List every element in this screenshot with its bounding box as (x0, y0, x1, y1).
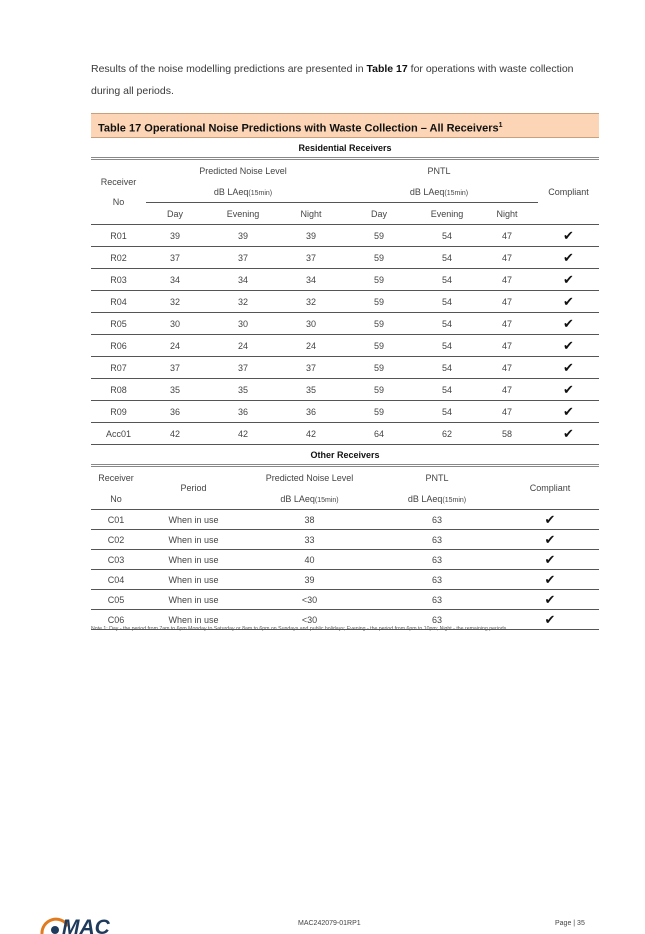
receiver-id: R09 (91, 401, 146, 423)
pntl-evening: 54 (418, 401, 476, 423)
predicted-day: 37 (146, 247, 204, 269)
pntl-night: 47 (476, 379, 538, 401)
noise-table (91, 113, 599, 630)
intro-text-before: Results of the noise modelling predictions are presented in (91, 63, 367, 75)
period: When in use (141, 610, 246, 630)
table-row (91, 550, 599, 570)
table-caption-text: Table 17 Operational Noise Predictions with Waste Collection – All Receivers (98, 122, 499, 135)
pred-day-header: Day (146, 203, 204, 225)
receiver-id: C01 (91, 510, 141, 530)
predicted-day: 42 (146, 423, 204, 445)
compliant-check-icon: ✔ (501, 550, 599, 570)
table-row (91, 379, 599, 401)
table-caption (91, 113, 599, 138)
pntl-night: 47 (476, 357, 538, 379)
compliant-check-icon: ✔ (538, 225, 599, 247)
predicted-night: 32 (282, 291, 340, 313)
predicted-day: 34 (146, 269, 204, 291)
table-row (91, 335, 599, 357)
compliant-check-icon: ✔ (501, 510, 599, 530)
predicted-evening: 35 (204, 379, 282, 401)
receiver-id: R08 (91, 379, 146, 401)
pntl-header: PNTL (427, 165, 451, 176)
period: When in use (141, 510, 246, 530)
other-no-header: No (91, 488, 141, 510)
pntl-day: 59 (340, 313, 418, 335)
pntl-night: 47 (476, 335, 538, 357)
pntl-day: 59 (340, 269, 418, 291)
predicted-day: 36 (146, 401, 204, 423)
table-row (91, 510, 599, 530)
table-row (91, 401, 599, 423)
pntl: 63 (373, 510, 501, 530)
pntl-night: 47 (476, 269, 538, 291)
pntl-evening: 54 (418, 335, 476, 357)
predicted-evening: 37 (204, 357, 282, 379)
predicted-night: 34 (282, 269, 340, 291)
compliant-check-icon: ✔ (538, 313, 599, 335)
compliant-check-icon: ✔ (538, 269, 599, 291)
predicted-night: 24 (282, 335, 340, 357)
pntl-day: 59 (340, 291, 418, 313)
receiver-id: R07 (91, 357, 146, 379)
residential-rows (91, 225, 599, 445)
pntl-night: 47 (476, 247, 538, 269)
pntl-evening: 54 (418, 225, 476, 247)
pntl: 63 (373, 550, 501, 570)
pntl-evening: 54 (418, 313, 476, 335)
compliant-check-icon: ✔ (538, 335, 599, 357)
predicted-level: <30 (246, 610, 373, 630)
predicted-evening: 39 (204, 225, 282, 247)
logo-dot (51, 926, 59, 934)
unit-sub: (15min) (442, 496, 467, 504)
receiver-label: Receiver (100, 177, 137, 187)
period: When in use (141, 530, 246, 550)
table-row (91, 570, 599, 590)
table-row (91, 225, 599, 247)
predicted-level: 38 (246, 510, 373, 530)
predicted-evening: 30 (204, 313, 282, 335)
table-caption-note: 1 (498, 122, 503, 129)
compliant-check-icon: ✔ (538, 423, 599, 445)
pntl-day-header: Day (340, 203, 418, 225)
receiver-id: C03 (91, 550, 141, 570)
other-rows (91, 510, 599, 630)
predicted-evening: 36 (204, 401, 282, 423)
receiver-id: Acc01 (91, 423, 146, 445)
unit-sub: (15min) (314, 496, 339, 504)
other-predicted-header: Predicted Noise Level (265, 472, 354, 483)
predicted-night: 36 (282, 401, 340, 423)
period: When in use (141, 550, 246, 570)
compliant-check-icon: ✔ (538, 379, 599, 401)
predicted-level: 40 (246, 550, 373, 570)
residential-table (91, 138, 599, 445)
compliant-check-icon: ✔ (501, 570, 599, 590)
other-pntl-unit (373, 488, 501, 510)
pntl-night: 47 (476, 313, 538, 335)
table-row (91, 357, 599, 379)
other-compliant-header: Compliant (501, 466, 599, 510)
period: When in use (141, 570, 246, 590)
receiver-id: C06 (91, 610, 141, 630)
predicted-day: 35 (146, 379, 204, 401)
other-pntl-header: PNTL (425, 472, 449, 483)
predicted-evening: 37 (204, 247, 282, 269)
pntl: 63 (373, 530, 501, 550)
predicted-level: <30 (246, 590, 373, 610)
unit-text: dB LAeq (213, 186, 249, 197)
compliant-check-icon: ✔ (501, 530, 599, 550)
page-number: Page | 35 (555, 920, 585, 927)
pntl-day: 59 (340, 379, 418, 401)
receiver-id: R02 (91, 247, 146, 269)
pntl: 63 (373, 610, 501, 630)
predicted-unit (146, 181, 340, 203)
no-label: No (112, 197, 125, 207)
predicted-night: 39 (282, 225, 340, 247)
unit-text: dB LAeq (409, 186, 445, 197)
predicted-day: 39 (146, 225, 204, 247)
receiver-id: C04 (91, 570, 141, 590)
pntl-night-header: Night (476, 203, 538, 225)
compliant-check-icon: ✔ (538, 247, 599, 269)
receiver-id: R04 (91, 291, 146, 313)
predicted-evening: 32 (204, 291, 282, 313)
predicted-day: 30 (146, 313, 204, 335)
pntl-day: 59 (340, 247, 418, 269)
pntl-day: 59 (340, 335, 418, 357)
predicted-day: 32 (146, 291, 204, 313)
mac-logo (40, 908, 130, 934)
unit-text: dB LAeq (407, 493, 443, 504)
receiver-id: R03 (91, 269, 146, 291)
intro-paragraph (91, 58, 601, 102)
pred-evening-header: Evening (204, 203, 282, 225)
table-row (91, 423, 599, 445)
pntl-day: 59 (340, 225, 418, 247)
predicted-night: 42 (282, 423, 340, 445)
residential-receiver-header (91, 159, 146, 225)
logo-text: MAC (62, 916, 110, 934)
pntl-day: 64 (340, 423, 418, 445)
other-receiver-header: Receiver (98, 472, 134, 483)
predicted-night: 35 (282, 379, 340, 401)
compliant-check-icon: ✔ (538, 357, 599, 379)
pntl-night: 58 (476, 423, 538, 445)
intro-table-ref: Table 17 (366, 63, 408, 75)
table-footnote: Note 1: Day - the period from 7am to 6pm Monday to Saturday or 8am to 6pm on Sundays and public holidays; Evening - the period from 6pm to 10pm; Night - the remaining periods. (91, 626, 508, 632)
compliant-check-icon: ✔ (501, 610, 599, 630)
pntl-evening: 54 (418, 357, 476, 379)
predicted-night: 37 (282, 247, 340, 269)
pntl-night: 47 (476, 401, 538, 423)
document-id: MAC242079-01RP1 (298, 920, 361, 927)
table-row (91, 247, 599, 269)
predicted-night: 37 (282, 357, 340, 379)
compliant-check-icon: ✔ (501, 590, 599, 610)
pntl-unit (340, 181, 538, 203)
predicted-day: 24 (146, 335, 204, 357)
period-header: Period (141, 466, 246, 510)
pntl-evening: 62 (418, 423, 476, 445)
receiver-id: R06 (91, 335, 146, 357)
unit-sub: (15min) (248, 189, 273, 197)
pntl: 63 (373, 570, 501, 590)
pntl-day: 59 (340, 401, 418, 423)
predicted-day: 37 (146, 357, 204, 379)
pntl-evening: 54 (418, 247, 476, 269)
pntl: 63 (373, 590, 501, 610)
receiver-id: C02 (91, 530, 141, 550)
table-row (91, 291, 599, 313)
table-row (91, 269, 599, 291)
predicted-level-header: Predicted Noise Level (199, 165, 287, 176)
pntl-evening: 54 (418, 291, 476, 313)
pred-night-header: Night (282, 203, 340, 225)
predicted-night: 30 (282, 313, 340, 335)
predicted-evening: 24 (204, 335, 282, 357)
compliant-check-icon: ✔ (538, 291, 599, 313)
table-row (91, 590, 599, 610)
predicted-evening: 42 (204, 423, 282, 445)
other-table (91, 445, 599, 630)
other-predicted-unit (246, 488, 373, 510)
pntl-evening: 54 (418, 269, 476, 291)
pntl-day: 59 (340, 357, 418, 379)
predicted-level: 39 (246, 570, 373, 590)
pntl-night: 47 (476, 291, 538, 313)
pntl-evening: 54 (418, 379, 476, 401)
unit-text: dB LAeq (280, 493, 315, 504)
other-section-title: Other Receivers (91, 445, 599, 466)
pntl-night: 47 (476, 225, 538, 247)
receiver-id: C05 (91, 590, 141, 610)
compliant-check-icon: ✔ (538, 401, 599, 423)
predicted-evening: 34 (204, 269, 282, 291)
receiver-id: R05 (91, 313, 146, 335)
compliant-header: Compliant (538, 159, 599, 225)
receiver-id: R01 (91, 225, 146, 247)
residential-section-title: Residential Receivers (91, 138, 599, 159)
predicted-level: 33 (246, 530, 373, 550)
table-row (91, 530, 599, 550)
intro-text-after: for operations with waste collection during all periods. (91, 63, 574, 97)
unit-sub: (15min) (444, 189, 469, 197)
pntl-evening-header: Evening (418, 203, 476, 225)
period: When in use (141, 590, 246, 610)
table-row (91, 313, 599, 335)
